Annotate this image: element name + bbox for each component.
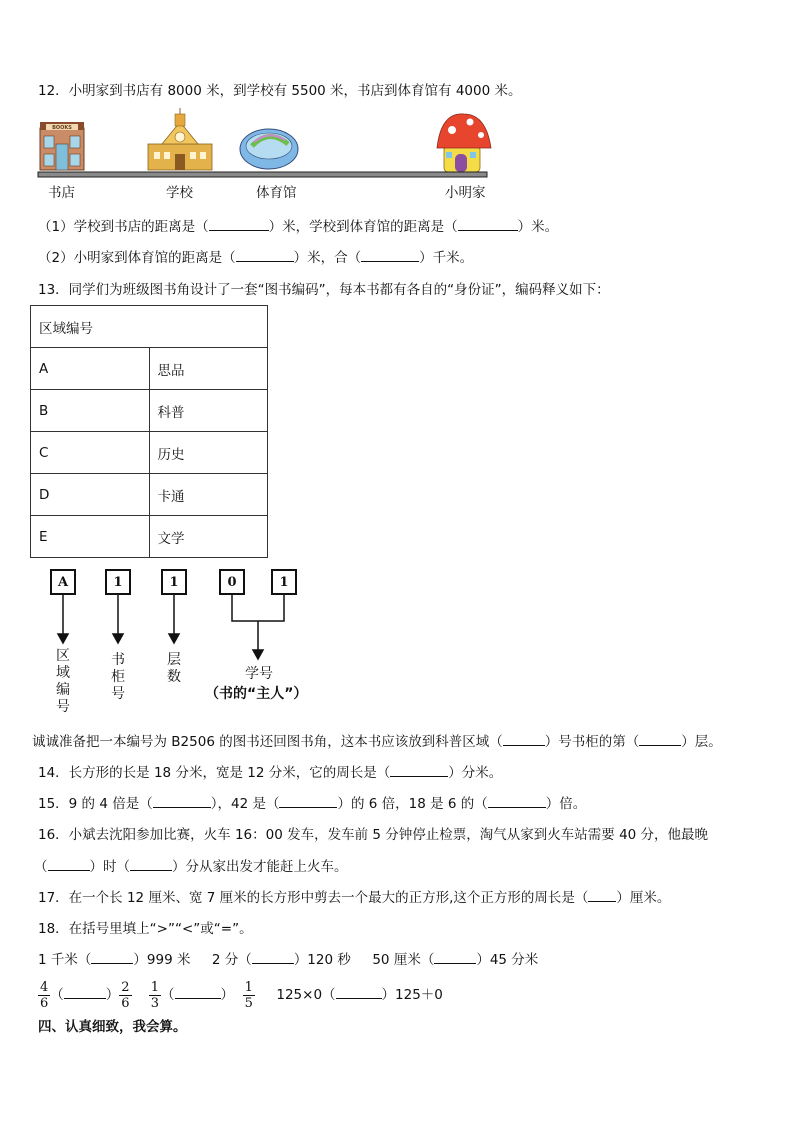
answer-blank[interactable] [639, 733, 681, 746]
answer-blank[interactable] [588, 889, 616, 902]
fraction: $\frac{4}{6}$ [40, 979, 49, 1011]
q16-line2: （ ）时（ ）分从家出发才能赶上火车。 [34, 859, 348, 875]
answer-blank[interactable] [48, 858, 90, 871]
answer-blank[interactable] [503, 733, 545, 746]
label-region-code: 区 域 编 号 [56, 648, 70, 715]
table-row: A 思品 [31, 348, 268, 390]
answer-blank[interactable] [130, 858, 172, 871]
code-arrows [0, 0, 400, 720]
place-label-school: 学校 [166, 185, 193, 201]
fraction: $\frac{1}{3}$ [150, 979, 160, 1011]
code-box-student-2: 1 [271, 569, 297, 595]
answer-blank[interactable] [390, 764, 448, 777]
place-label-stadium: 体育馆 [256, 185, 297, 201]
answer-blank[interactable] [64, 986, 106, 999]
bookstore-sign-text: BOOKS [52, 125, 72, 131]
label-student-number: 学号 [245, 666, 273, 682]
q12-sub1: （1）学校到书店的距离是（ ）米，学校到体育馆的距离是（ ）米。 [38, 219, 559, 235]
label-shelf-number: 书 柜 号 [111, 652, 125, 702]
code-box-student-1: 0 [219, 569, 245, 595]
answer-blank[interactable] [279, 795, 337, 808]
q15: 15．9 的 4 倍是（ ），42 是（ ）的 6 倍，18 是 6 的（ ）倍。 [38, 796, 587, 812]
mushroom-house-icon [437, 114, 491, 172]
answer-blank[interactable] [175, 986, 221, 999]
label-book-owner: （书的“主人”） [205, 686, 308, 702]
table-row: B 科普 [31, 390, 268, 432]
section-4-heading: 四、认真细致，我会算。 [38, 1019, 187, 1035]
q18-row1: 1 千米（ ）999 米 2 分（ ）120 秒 50 厘米（ ）45 分米 [38, 952, 539, 968]
q18-row2: $\frac{4}{6}$ （ ） $\frac{2}{6}$ $\frac{1}{3}$ （ ） $\frac{1}{5}$ 125×0（ ）125＋0 [40, 979, 443, 1011]
answer-blank[interactable] [91, 951, 133, 964]
q13-stem: 13．同学们为班级图书角设计了一套“图书编码”，每本书都有各自的“身份证”，编码释义如下： [38, 282, 610, 298]
q12-stem: 12．小明家到书店有 8000 米，到学校有 5500 米，书店到体育馆有 4000 米。 [38, 83, 522, 99]
answer-blank[interactable] [434, 951, 476, 964]
answer-blank[interactable] [336, 986, 382, 999]
table-row: C 历史 [31, 432, 268, 474]
answer-blank[interactable] [488, 795, 546, 808]
q16-line1: 16．小斌去沈阳参加比赛，火车 16：00 发车，发车前 5 分钟停止检票，淘气从家到火车站需要 40 分，他最晚 [38, 827, 709, 843]
q12-sub2: （2）小明家到体育馆的距离是（ ）米，合（ ）千米。 [38, 250, 474, 266]
label-layer-number: 层 数 [167, 652, 181, 685]
code-box-shelf: 1 [105, 569, 131, 595]
place-label-bookstore: 书店 [48, 185, 75, 201]
answer-blank[interactable] [252, 951, 294, 964]
fraction: $\frac{1}{5}$ [244, 979, 253, 1011]
q14: 14．长方形的长是 18 分米，宽是 12 分米，它的周长是（ ）分米。 [38, 765, 503, 781]
answer-blank[interactable] [153, 795, 211, 808]
table-row: E 文学 [31, 516, 268, 558]
q17: 17．在一个长 12 厘米、宽 7 厘米的长方形中剪去一个最大的正方形,这个正方形的周长是（ ）厘米。 [38, 890, 671, 906]
code-box-layer: 1 [161, 569, 187, 595]
answer-blank[interactable] [458, 218, 518, 231]
fraction: $\frac{2}{6}$ [121, 979, 130, 1011]
q18-stem: 18．在括号里填上“>”“<”或“=”。 [38, 921, 253, 937]
table-row: D 卡通 [31, 474, 268, 516]
q13-question: 诚诚准备把一本编号为 B2506 的图书还回图书角，这本书应该放到科普区域（ ）号书柜的第（ ）层。 [32, 734, 722, 750]
table-header: 区域编号 [31, 306, 268, 348]
place-label-home: 小明家 [445, 185, 486, 201]
code-box-region: A [50, 569, 76, 595]
